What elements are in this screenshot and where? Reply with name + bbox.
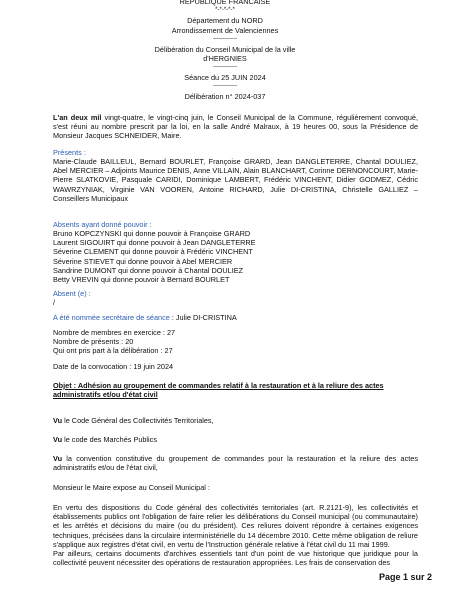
absents-heading: Absent (e) : bbox=[53, 289, 91, 298]
seance-date: Séance du 25 JUIN 2024 bbox=[184, 73, 266, 82]
separator: ------------ bbox=[213, 64, 237, 70]
vu-item bbox=[53, 416, 418, 425]
secretaire-label: A été nommée secrétaire de séance bbox=[53, 313, 170, 322]
republic-title: REPUBLIQUE FRANCAISE bbox=[179, 0, 271, 6]
separator: ------------ bbox=[213, 83, 237, 89]
deliberation-title: Délibération du Conseil Municipal de la ville bbox=[154, 45, 296, 54]
expose-line: Monsieur le Maire expose au Conseil Municipal : bbox=[53, 483, 210, 492]
secretaire-value: : Julie DI-CRISTINA bbox=[169, 313, 237, 322]
count-line: Nombre de membres en exercice : 27 bbox=[53, 328, 176, 337]
convocation-date: Date de la convocation : 19 juin 2024 bbox=[53, 362, 174, 371]
vu-text: la convention constitutive du groupement de commandes pour la restauration et la reliure des actes administratifs et/ou de l'état civil, bbox=[53, 454, 418, 473]
departement: Département du NORD bbox=[187, 16, 263, 25]
vu-item bbox=[53, 454, 418, 472]
intro-lead: L'an deux mil bbox=[53, 113, 102, 122]
intro-text: vingt-quatre, le vingt-cinq juin, le Conseil Municipal de la Commune, régulièrement convoqué, s'est réuni au nombre prescrit par la loi, en la salle André Malraux, à 19 heures 00, sous la Présidence de Monsieur Jacques SCHNEIDER, Maire. bbox=[53, 113, 418, 141]
count-line: Qui ont pris part à la délibération : 27 bbox=[53, 346, 173, 356]
absents-pouvoir-list bbox=[53, 229, 418, 284]
deliberation-number: Délibération n° 2024-037 bbox=[184, 92, 266, 101]
counts-block bbox=[53, 328, 418, 356]
body-paragraph: Par ailleurs, certains documents d'archives essentiels tant d'un point de vue historique que juridique pour la collectivité peuvent nécessiter des opérations de restauration appropriées. Les frais de conservation des bbox=[53, 549, 418, 568]
absents-value: / bbox=[53, 298, 56, 307]
separator: ------------ bbox=[213, 36, 237, 42]
vu-lead: Vu bbox=[53, 435, 63, 444]
body-paragraph: En vertu des dispositions du Code général des collectivités territoriales (art. R.2121-9), les collectivités et établissements publics ont l'obligation de faire relier les délibérations du Conseil municipal (ou communautaire) et les arrêtés et décisions du maire (ou du président). Ces reliures doivent répondre à certaines exigences techniques, précisées dans la circulaire interministérielle du 14 décembre 2010. Cette même obligation de reliure s'applique aux registres d'état civil, en vertu de l'Instruction générale relative à l'état civil du 11 mai 1999. bbox=[53, 503, 418, 549]
vu-text: le code des Marchés Publics bbox=[62, 435, 157, 444]
list-item: Sandrine DUMONT qui donne pouvoir à Chantal DOULIEZ bbox=[53, 265, 244, 275]
vu-lead: Vu bbox=[53, 454, 63, 463]
list-item: Séverine STIEVET qui donne pouvoir à Abel MERCIER bbox=[53, 256, 233, 266]
secretaire-line bbox=[53, 313, 418, 322]
presents-heading: Présents : bbox=[53, 148, 86, 157]
list-item: Séverine CLEMENT qui donne pouvoir à Frédéric VINCHENT bbox=[53, 247, 253, 257]
count-line: Nombre de présents : 20 bbox=[53, 337, 134, 347]
page-number: Page 1 sur 2 bbox=[378, 572, 432, 582]
absents-pouvoir-heading: Absents ayant donné pouvoir : bbox=[53, 220, 152, 229]
ville-name: d'HERGNIES bbox=[203, 54, 247, 63]
intro-paragraph bbox=[53, 113, 418, 141]
vu-text: le Code Général des Collectivités Territoriales, bbox=[62, 416, 214, 425]
decor-stars: *-*-*-*-* bbox=[215, 7, 235, 13]
list-item: Betty VREVIN qui donne pouvoir à Bernard BOURLET bbox=[53, 275, 230, 285]
arrondissement: Arrondissement de Valenciennes bbox=[171, 26, 279, 35]
vu-item bbox=[53, 435, 418, 444]
presents-list: Marie-Claude BAILLEUL, Bernard BOURLET, Françoise GRARD, Jean DANGLETERRE, Chantal DOULIEZ, Abel MERCIER – Adjoints Maurice DENIS, Anne VILLAIN, Alain BLANCHART, Corinne DERNONCOURT, Marie-Pierre SLATKOVIE, Pasquale CARIDI, Dominique LAMBERT, Frédéric VINCHENT, Didier GODMEZ, Cédric WAWRZYNIAK, Virginie VAN VOOREN, Antoine RICHARD, Julie DI-CRISTINA, Christelle GALLIEZ – Conseillers Municipaux bbox=[53, 157, 418, 203]
objet-title: Objet : Adhésion au groupement de commandes relatif à la restauration et à la reliure des actes administratifs et/ou d'état civil bbox=[53, 381, 384, 400]
list-item: Laurent SIGOUIRT qui donne pouvoir à Jean DANGLETERRE bbox=[53, 238, 256, 248]
list-item: Bruno KOPCZYNSKI qui donne pouvoir à Françoise GRARD bbox=[53, 229, 251, 238]
vu-lead: Vu bbox=[53, 416, 63, 425]
